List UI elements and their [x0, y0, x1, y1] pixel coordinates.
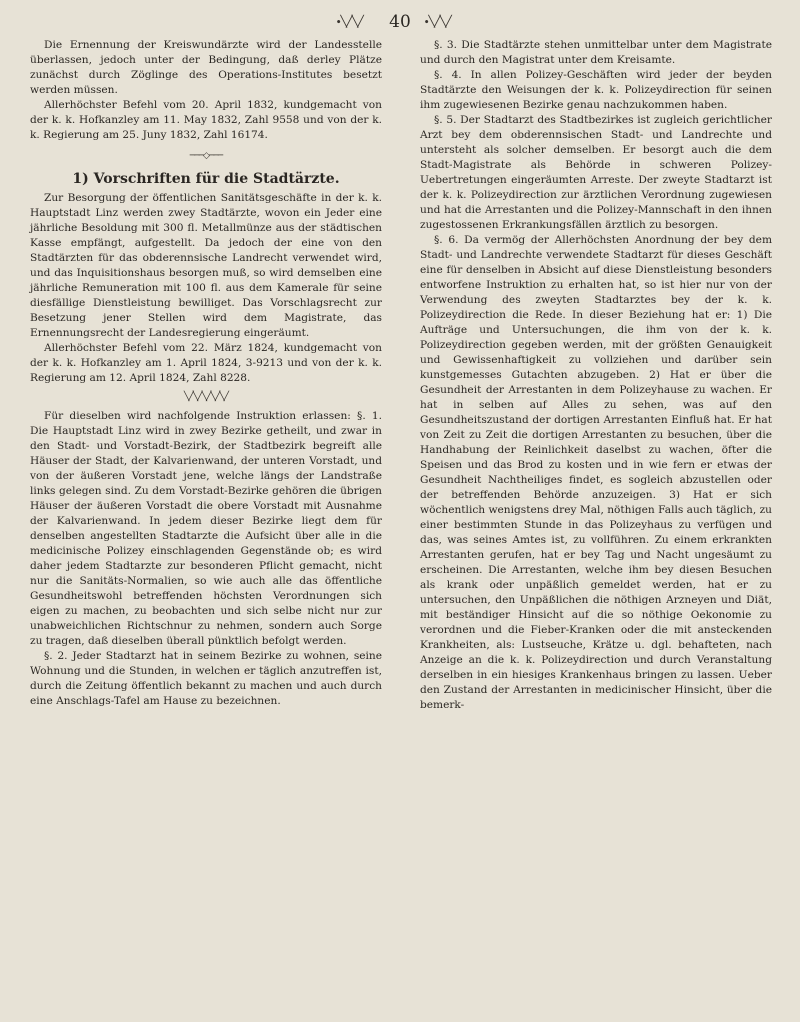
paragraph-section-3: §. 3. Die Stadtärzte stehen unmittelbar unter dem Magistrate und durch den Magistrat unter dem Kreisamte. [420, 39, 772, 66]
decree-citation-1: Allerhöchster Befehl vom 20. April 1832, kundgemacht von der k. k. Hofkanzley am 11. May 1832, Zahl 9558 und von der k. k. Regierung am 25. Juny 1832, Zahl 16174. [30, 99, 382, 141]
paragraph-instruktion: Für dieselben wird nachfolgende Instruktion erlassen: §. 1. Die Hauptstadt Linz wird in zwey Bezirke getheilt, und zwar in den Stadt- und Vorstadt-Bezirk, der Stadtbezirk begreift alle Häuser der Stadt, der Kalvarienwand, der unteren Vorstadt, und von der äußeren Vorstadt jene, welche längs der Landstraße links gelegen sind. Zu dem Vorstadt-Bezirke gehören die übrigen Häuser der äußeren Vorstadt die obere Vorstadt mit Ausnahme der Kalvarienwand. In jedem dieser Bezirke liegt dem für denselben angestellten Stadtarzte die Aufsicht über alle in die medicinische Polizey einschlagenden Gegenstände ob; es wird daher jedem Stadtarzte zur besonderen Pflicht gemacht, nicht nur die Sanitäts-Normalien, so wie auch alle das öffentliche Gesundheitswohl betreffenden höchsten Verordnungen sich eigen zu machen, zu beobachten und sich selbe nicht nur zur unabweichlichen Richtschnur zu nehmen, sondern auch Sorge zu tragen, daß dieselben überall pünktlich befolgt werden. [30, 410, 382, 647]
paragraph-section-6: §. 6. Da vermög der Allerhöchsten Anordnung der bey dem Stadt- und Landrechte verwendete Stadtarzt für dieses Geschäft eine für denselben in Absicht auf diese Dienstleistung besonders entworfene Instruktion zu erhalten hat, so ist hier nur von der Verwendung des zweyten Stadtarztes bey der k. k. Polizeydirection die Rede. In dieser Beziehung hat er: 1) Die Aufträge und Untersuchungen, die ihm von der k. k. Polizeydirection gegeben werden, mit der größten Genauigkeit und Gewissenhaftigkeit zu vollziehen und darüber sein kunstgemesses Gutachten abzugeben. 2) Hat er über die Gesundheit der Arrestanten in dem Polizeyhause zu wachen. Er hat in selben auf Alles zu sehen, was auf den Gesundheitszustand der dortigen Arrestanten Einfluß hat. Er hat von Zeit zu Zeit die dortigen Arrestanten zu besuchen, über die Handhabung der Reinlichkeit daselbst zu wachen, öfter die Speisen und das Brod zu kosten und in wie fern er etwas der Gesundheit Nachtheiliges findet, es sogleich abzustellen oder der betreffenden Behörde anzuzeigen. 3) Hat er sich wöchentlich wenigstens drey Mal, nöthigen Falls auch täglich, zu einer bestimmten Stunde in das Polizeyhaus zu verfügen und das, was seines Amtes ist, zu vollführen. Zu einem erkrankten Arrestanten gerufen, hat er bey Tag und Nacht ungesäumt zu erscheinen. Die Arrestanten, welche ihm bey diesen Besuchen als krank oder unpäßlich gemeldet werden, hat er zu untersuchen, den Unpäßlichen die nöthigen Arzneyen und Diät, mit beständiger Hinsicht auf die so nöthige Oekonomie zu verordnen und die Fieber-Kranken oder die mit ansteckenden Krankheiten, als: Lustseuche, Krätze u. dgl. behafteten, nach Anzeige an die k. k. Polizeydirection und durch Veranstaltung derselben in ein hiesiges Krankenhaus bringen zu lassen. Ueber den Zustand der Arrestanten in medicinischer Hinsicht, über die bemerk- [420, 234, 772, 711]
page-header [0, 12, 800, 32]
section-title: 1) Vorschriften für die Stadtärzte. [72, 171, 340, 187]
header-ornament-right: ∙╲╱╲╱ [424, 15, 451, 28]
paragraph-section-5: §. 5. Der Stadtarzt des Stadtbezirkes ist zugleich gerichtlicher Arzt bey dem obderennsischen Stadt- und Landrechte und untersteht als solcher demselben. Er besorgt auch die dem Stadt-Magistrate als Behörde in schweren Polizey-Uebertretungen eingeräumten Arreste. Der zweyte Stadtarzt ist der k. k. Polizeydirection zur ärztlichen Verordnung zugewiesen und hat die Arrestanten und die Polizey-Mannschaft in den ihnen zugestossenen Erkrankungsfällen ärztlich zu besorgen. [420, 114, 772, 231]
right-column [420, 38, 772, 713]
header-ornament-left: ∙╲╱╲╱ [336, 15, 363, 28]
decree-citation-2: Allerhöchster Befehl vom 22. März 1824, kundgemacht von der k. k. Hofkanzley am 1. April 1824, 3-9213 und von der k. k. Regierung am 12. April 1824, Zahl 8228. [30, 342, 382, 384]
page-number: 40 [389, 12, 411, 32]
paragraph-section-4: §. 4. In allen Polizey-Geschäften wird jeder der beyden Stadtärzte den Weisungen der k. k. Polizeydirection für seinen ihm zugewiesenen Bezirke genau nachzukommen haben. [420, 69, 772, 111]
left-column [30, 38, 382, 709]
paragraph-besorgung: Zur Besorgung der öffentlichen Sanitätsgeschäfte in der k. k. Hauptstadt Linz werden zwey Stadtärzte, wovon ein Jeder eine jährliche Besoldung mit 300 fl. Metallmünze aus der städtischen Kasse empfängt, aufgestellt. Da jedoch der eine von den Stadtärzten für das obderennsische Landrecht verwendet wird, und das Inquisitionshaus besorgen muß, so wird demselben eine jährliche Remuneration mit 100 fl. aus dem Kamerale für seine diesfällige Dienstleistung bewilliget. Das Vorschlagsrecht zur Besetzung jener Stellen wird dem Magistrate, das Ernennungsrecht der Landesregierung eingeräumt. [30, 192, 382, 339]
section-divider: ───◇─── [189, 151, 223, 161]
wave-separator: ╲╱╲╱╲╱╲╱╲╱ [183, 392, 229, 402]
paragraph-section-2: §. 2. Jeder Stadtarzt hat in seinem Bezirke zu wohnen, seine Wohnung und die Stunden, in welchen er täglich anzutreffen ist, durch die Zeitung öffentlich bekannt zu machen und auch durch eine Anschlags-Tafel am Hause zu bezeichnen. [30, 650, 382, 707]
intro-paragraph: Die Ernennung der Kreiswundärzte wird der Landesstelle überlassen, jedoch unter der Bedingung, daß derley Plätze zunächst durch Zöglinge des Operations-Institutes besetzt werden müssen. [30, 39, 382, 96]
